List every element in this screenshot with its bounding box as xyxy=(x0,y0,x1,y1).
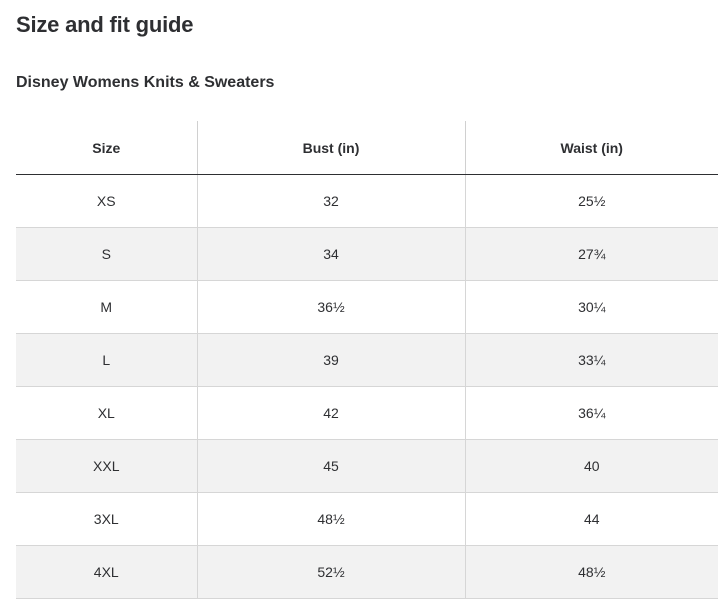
bust-cell: 48½ xyxy=(197,493,465,546)
waist-cell: 36¼ xyxy=(465,387,718,440)
table-row xyxy=(16,334,718,387)
waist-cell: 30¼ xyxy=(465,281,718,334)
bust-cell: 42 xyxy=(197,387,465,440)
bust-cell: 34 xyxy=(197,228,465,281)
size-cell: 3XL xyxy=(16,493,197,546)
table-row xyxy=(16,281,718,334)
bust-cell: 32 xyxy=(197,175,465,228)
bust-cell: 52½ xyxy=(197,546,465,599)
waist-cell: 40 xyxy=(465,440,718,493)
waist-cell: 25½ xyxy=(465,175,718,228)
size-cell: XXL xyxy=(16,440,197,493)
column-header-size: Size xyxy=(16,121,197,175)
waist-cell: 44 xyxy=(465,493,718,546)
column-header-waist: Waist (in) xyxy=(465,121,718,175)
bust-cell: 39 xyxy=(197,334,465,387)
section-title: Disney Womens Knits & Sweaters xyxy=(16,74,275,91)
size-cell: S xyxy=(16,228,197,281)
page-title: Size and fit guide xyxy=(16,12,194,37)
size-cell: XS xyxy=(16,175,197,228)
size-cell: XL xyxy=(16,387,197,440)
waist-cell: 48½ xyxy=(465,546,718,599)
size-cell: 4XL xyxy=(16,546,197,599)
waist-cell: 27¾ xyxy=(465,228,718,281)
size-cell: L xyxy=(16,334,197,387)
table-row xyxy=(16,493,718,546)
table-row xyxy=(16,546,718,599)
size-cell: M xyxy=(16,281,197,334)
bust-cell: 45 xyxy=(197,440,465,493)
table-row xyxy=(16,175,718,228)
waist-cell: 33¼ xyxy=(465,334,718,387)
table-body xyxy=(16,175,718,599)
table-row xyxy=(16,228,718,281)
table-header xyxy=(16,121,718,175)
column-header-bust: Bust (in) xyxy=(197,121,465,175)
table-row xyxy=(16,387,718,440)
size-chart-table xyxy=(16,121,718,599)
table-row xyxy=(16,440,718,493)
table-header-row xyxy=(16,121,718,175)
bust-cell: 36½ xyxy=(197,281,465,334)
